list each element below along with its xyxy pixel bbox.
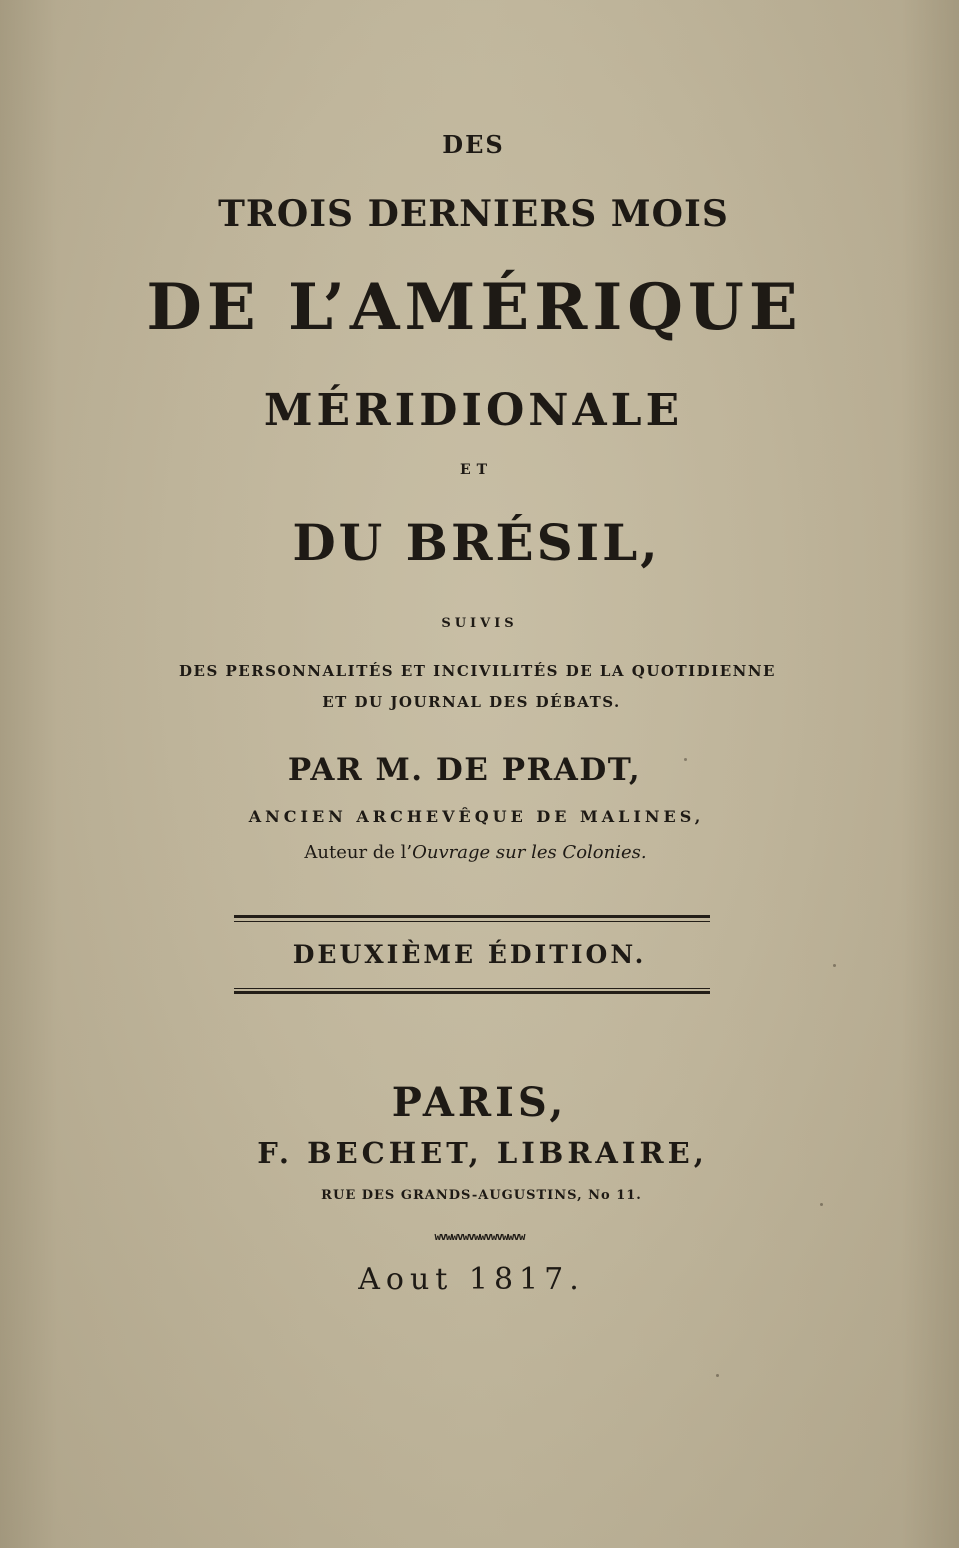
author-title: ANCIEN ARCHEVÊQUE DE MALINES,: [248, 807, 705, 826]
title-line-et: ET: [459, 462, 494, 478]
paper-speck: [820, 1203, 823, 1206]
subtitle-suivis: SUIVIS: [441, 616, 518, 631]
author-note-work: Ouvrage sur les Colonies.: [412, 842, 647, 863]
subtitle-line-1: DES PERSONNALITÉS ET INCIVILITÉS DE LA QUOTIDIENNE: [179, 662, 776, 680]
edition-rule-bottom: [234, 991, 710, 994]
paper-speck: [716, 1374, 719, 1377]
edition-rule-top: [234, 915, 710, 918]
title-line-trois-derniers-mois: TROIS DERNIERS MOIS: [218, 193, 729, 235]
imprint-publisher: F. BECHET, LIBRAIRE,: [257, 1136, 708, 1170]
title-line-meridionale: MÉRIDIONALE: [263, 385, 684, 436]
author-name: PAR M. DE PRADT,: [287, 752, 642, 788]
imprint-city: PARIS,: [391, 1079, 568, 1126]
ornament-divider: wvwwvwvwwvwvwwvw: [434, 1230, 525, 1243]
title-line-des: DES: [442, 130, 505, 159]
edition-rule-bottom-thin: [234, 988, 710, 989]
author-note: [0, 842, 955, 863]
title-line-bresil: DU BRÉSIL,: [292, 513, 661, 572]
subtitle-line-2: ET DU JOURNAL DES DÉBATS.: [322, 693, 621, 711]
edition-label: DEUXIÈME ÉDITION.: [292, 940, 647, 969]
imprint-address: RUE DES GRANDS-AUGUSTINS, No 11.: [321, 1188, 642, 1203]
paper-speck: [833, 964, 836, 967]
paper-speck: [684, 758, 687, 761]
edition-rule-top-thin: [234, 921, 710, 922]
imprint-date: Aout 1817.: [358, 1262, 585, 1297]
title-line-amerique: DE L’AMÉRIQUE: [146, 270, 803, 345]
author-note-prefix: Auteur de l’: [304, 842, 413, 863]
